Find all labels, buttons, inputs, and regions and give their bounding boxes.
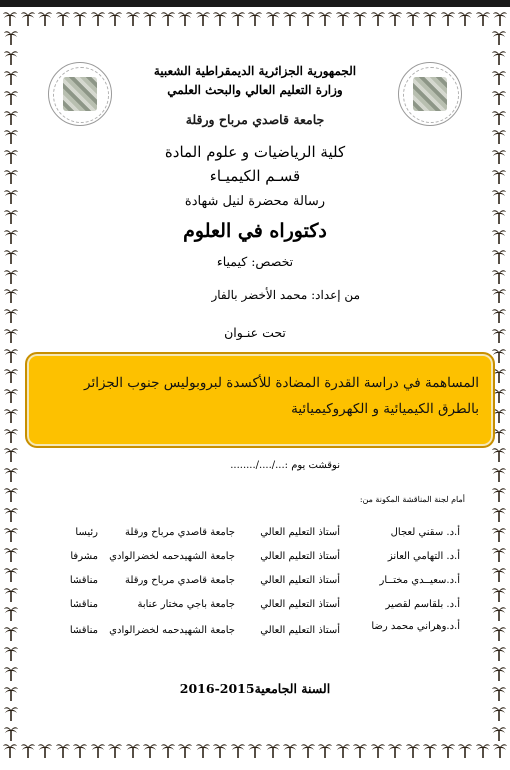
palm-tree-icon [3, 28, 19, 46]
palm-tree-icon [491, 565, 507, 583]
palm-border-left [2, 28, 20, 742]
palm-tree-icon [195, 741, 211, 759]
palm-tree-icon [475, 741, 491, 759]
palm-tree-icon [491, 525, 507, 543]
department-name: قسـم الكيميـاء [209, 167, 301, 185]
title-label: تحت عنـوان [224, 325, 286, 340]
member-name: أ.د. التهامي العانز [387, 551, 460, 562]
university-logo-left [48, 62, 112, 126]
palm-tree-icon [265, 9, 281, 27]
palm-tree-icon [230, 9, 246, 27]
palm-tree-icon [3, 565, 19, 583]
palm-tree-icon [212, 9, 228, 27]
palm-tree-icon [475, 9, 491, 27]
palm-tree-icon [37, 9, 53, 27]
palm-tree-icon [3, 286, 19, 304]
palm-tree-icon [195, 9, 211, 27]
palm-tree-icon [107, 741, 123, 759]
palm-tree-icon [282, 741, 298, 759]
committee-row [60, 527, 460, 547]
palm-tree-icon [3, 386, 19, 404]
member-institution: جامعة باجي مختار عنابة [137, 599, 235, 610]
palm-tree-icon [3, 108, 19, 126]
university-name: جامعة قاصدي مرباح ورقلة [185, 112, 325, 127]
palm-tree-icon [491, 247, 507, 265]
palm-tree-icon [491, 326, 507, 344]
palm-tree-icon [405, 741, 421, 759]
palm-tree-icon [491, 306, 507, 324]
defense-date: نوقشت يوم :.../..../........ [230, 460, 340, 471]
palm-tree-icon [3, 48, 19, 66]
palm-tree-icon [55, 741, 71, 759]
palm-tree-icon [72, 741, 88, 759]
palm-tree-icon [457, 741, 473, 759]
member-institution: جامعة الشهيدحمه لخضرالوادي [109, 625, 235, 636]
palm-tree-icon [20, 9, 36, 27]
author: من إعداد: محمد الأخضر بالفار [211, 288, 360, 302]
member-rank: أستاذ التعليم العالي [260, 575, 340, 586]
palm-tree-icon [230, 741, 246, 759]
palm-tree-icon [20, 741, 36, 759]
palm-tree-icon [491, 585, 507, 603]
palm-tree-icon [142, 741, 158, 759]
palm-tree-icon [440, 741, 456, 759]
palm-tree-icon [3, 724, 19, 742]
member-rank: أستاذ التعليم العالي [260, 599, 340, 610]
palm-tree-icon [72, 9, 88, 27]
palm-tree-icon [3, 247, 19, 265]
palm-tree-icon [491, 624, 507, 642]
palm-tree-icon [405, 9, 421, 27]
palm-tree-icon [125, 9, 141, 27]
palm-tree-icon [160, 741, 176, 759]
palm-tree-icon [491, 167, 507, 185]
palm-tree-icon [37, 741, 53, 759]
thesis-type: رسالة محضرة لنيل شهادة [184, 194, 326, 209]
committee-row [60, 551, 460, 571]
member-rank: أستاذ التعليم العالي [260, 551, 340, 562]
palm-tree-icon [335, 741, 351, 759]
palm-tree-icon [3, 545, 19, 563]
palm-tree-icon [491, 724, 507, 742]
republic-name: الجمهورية الجزائرية الديمقراطية الشعبية [153, 64, 357, 78]
thesis-title-box [25, 352, 495, 448]
palm-tree-icon [387, 9, 403, 27]
palm-tree-icon [422, 741, 438, 759]
palm-tree-icon [3, 624, 19, 642]
palm-tree-icon [3, 88, 19, 106]
committee-row [60, 599, 460, 619]
ministry-name: وزارة التعليم العالي والبحث العلمي [167, 83, 343, 97]
palm-tree-icon [2, 9, 18, 27]
palm-tree-icon [3, 585, 19, 603]
palm-tree-icon [177, 9, 193, 27]
specialty: تخصص: كيمياء [216, 254, 294, 269]
palm-tree-icon [3, 505, 19, 523]
palm-tree-icon [491, 644, 507, 662]
palm-tree-icon [491, 604, 507, 622]
palm-tree-icon [491, 267, 507, 285]
palm-tree-icon [491, 664, 507, 682]
palm-tree-icon [491, 68, 507, 86]
palm-tree-icon [370, 9, 386, 27]
palm-tree-icon [55, 9, 71, 27]
palm-tree-icon [247, 9, 263, 27]
palm-tree-icon [3, 68, 19, 86]
palm-tree-icon [491, 684, 507, 702]
palm-tree-icon [3, 485, 19, 503]
palm-tree-icon [491, 505, 507, 523]
member-name: أ.د.سعيــدي مختــار [379, 575, 460, 586]
palm-tree-icon [352, 741, 368, 759]
member-role: مشرفا [70, 551, 98, 562]
palm-tree-icon [491, 88, 507, 106]
palm-tree-icon [90, 741, 106, 759]
palm-tree-icon [335, 9, 351, 27]
university-logo-right [398, 62, 462, 126]
palm-tree-icon [247, 741, 263, 759]
palm-tree-icon [3, 207, 19, 225]
palm-tree-icon [491, 108, 507, 126]
palm-tree-icon [492, 741, 508, 759]
palm-tree-icon [160, 9, 176, 27]
member-name: أ.د. بلقاسم لقصير [385, 599, 460, 610]
palm-tree-icon [3, 426, 19, 444]
palm-tree-icon [3, 445, 19, 463]
palm-tree-icon [3, 465, 19, 483]
palm-tree-icon [387, 741, 403, 759]
palm-tree-icon [491, 207, 507, 225]
palm-tree-icon [3, 604, 19, 622]
degree-title: دكتوراه في العلوم [183, 220, 327, 242]
palm-tree-icon [300, 9, 316, 27]
member-role: مناقشا [69, 599, 98, 610]
palm-tree-icon [300, 741, 316, 759]
palm-tree-icon [491, 286, 507, 304]
palm-tree-icon [177, 741, 193, 759]
palm-tree-icon [370, 741, 386, 759]
palm-tree-icon [2, 741, 18, 759]
palm-tree-icon [3, 684, 19, 702]
palm-tree-icon [440, 9, 456, 27]
palm-tree-icon [491, 147, 507, 165]
academic-year: السنة الجامعية2015-2016 [179, 681, 331, 696]
palm-tree-icon [3, 346, 19, 364]
top-bar [0, 0, 510, 7]
committee-row [60, 621, 460, 645]
palm-tree-icon [491, 48, 507, 66]
palm-tree-icon [3, 326, 19, 344]
member-role: مناقشا [69, 575, 98, 586]
palm-border-bottom [0, 741, 510, 763]
palm-tree-icon [491, 485, 507, 503]
palm-tree-icon [491, 28, 507, 46]
palm-tree-icon [3, 147, 19, 165]
palm-tree-icon [212, 741, 228, 759]
palm-tree-icon [265, 741, 281, 759]
palm-tree-icon [317, 741, 333, 759]
palm-border-top [0, 9, 510, 31]
member-role: رئيسا [75, 527, 98, 538]
palm-tree-icon [3, 366, 19, 384]
palm-tree-icon [3, 525, 19, 543]
palm-tree-icon [352, 9, 368, 27]
palm-tree-icon [3, 167, 19, 185]
palm-tree-icon [282, 9, 298, 27]
palm-tree-icon [491, 465, 507, 483]
member-institution: جامعة الشهيدحمه لخضرالوادي [109, 551, 235, 562]
committee-row [60, 575, 460, 595]
palm-tree-icon [3, 227, 19, 245]
member-name: أ.د.وهراني محمد رضا [371, 621, 460, 632]
member-rank: أستاذ التعليم العالي [260, 625, 340, 636]
palm-tree-icon [3, 644, 19, 662]
member-institution: جامعة قاصدي مرباح ورقلة [125, 575, 235, 586]
palm-tree-icon [492, 9, 508, 27]
member-role: مناقشا [69, 625, 98, 636]
palm-tree-icon [3, 267, 19, 285]
palm-tree-icon [457, 9, 473, 27]
palm-tree-icon [3, 127, 19, 145]
palm-tree-icon [491, 545, 507, 563]
palm-tree-icon [3, 406, 19, 424]
palm-tree-icon [491, 227, 507, 245]
palm-tree-icon [90, 9, 106, 27]
palm-tree-icon [3, 704, 19, 722]
palm-tree-icon [107, 9, 123, 27]
palm-tree-icon [3, 664, 19, 682]
palm-tree-icon [3, 187, 19, 205]
member-name: أ.د. سقني لعجال [390, 527, 460, 538]
palm-tree-icon [491, 127, 507, 145]
palm-tree-icon [125, 741, 141, 759]
faculty-name: كلية الرياضيات و علوم المادة [164, 143, 346, 161]
committee-label: أمام لجنة المناقشة المكونة من: [359, 495, 465, 504]
palm-tree-icon [422, 9, 438, 27]
palm-tree-icon [142, 9, 158, 27]
member-rank: أستاذ التعليم العالي [260, 527, 340, 538]
member-institution: جامعة قاصدي مرباح ورقلة [125, 527, 235, 538]
thesis-title: المساهمة في دراسة القدرة المضادة للأكسدة لبروبوليس جنوب الجزائر بالطرق الكيميائية و الكهروكيميائية [84, 375, 479, 417]
palm-tree-icon [491, 187, 507, 205]
palm-tree-icon [491, 704, 507, 722]
palm-tree-icon [491, 445, 507, 463]
palm-tree-icon [3, 306, 19, 324]
palm-tree-icon [317, 9, 333, 27]
